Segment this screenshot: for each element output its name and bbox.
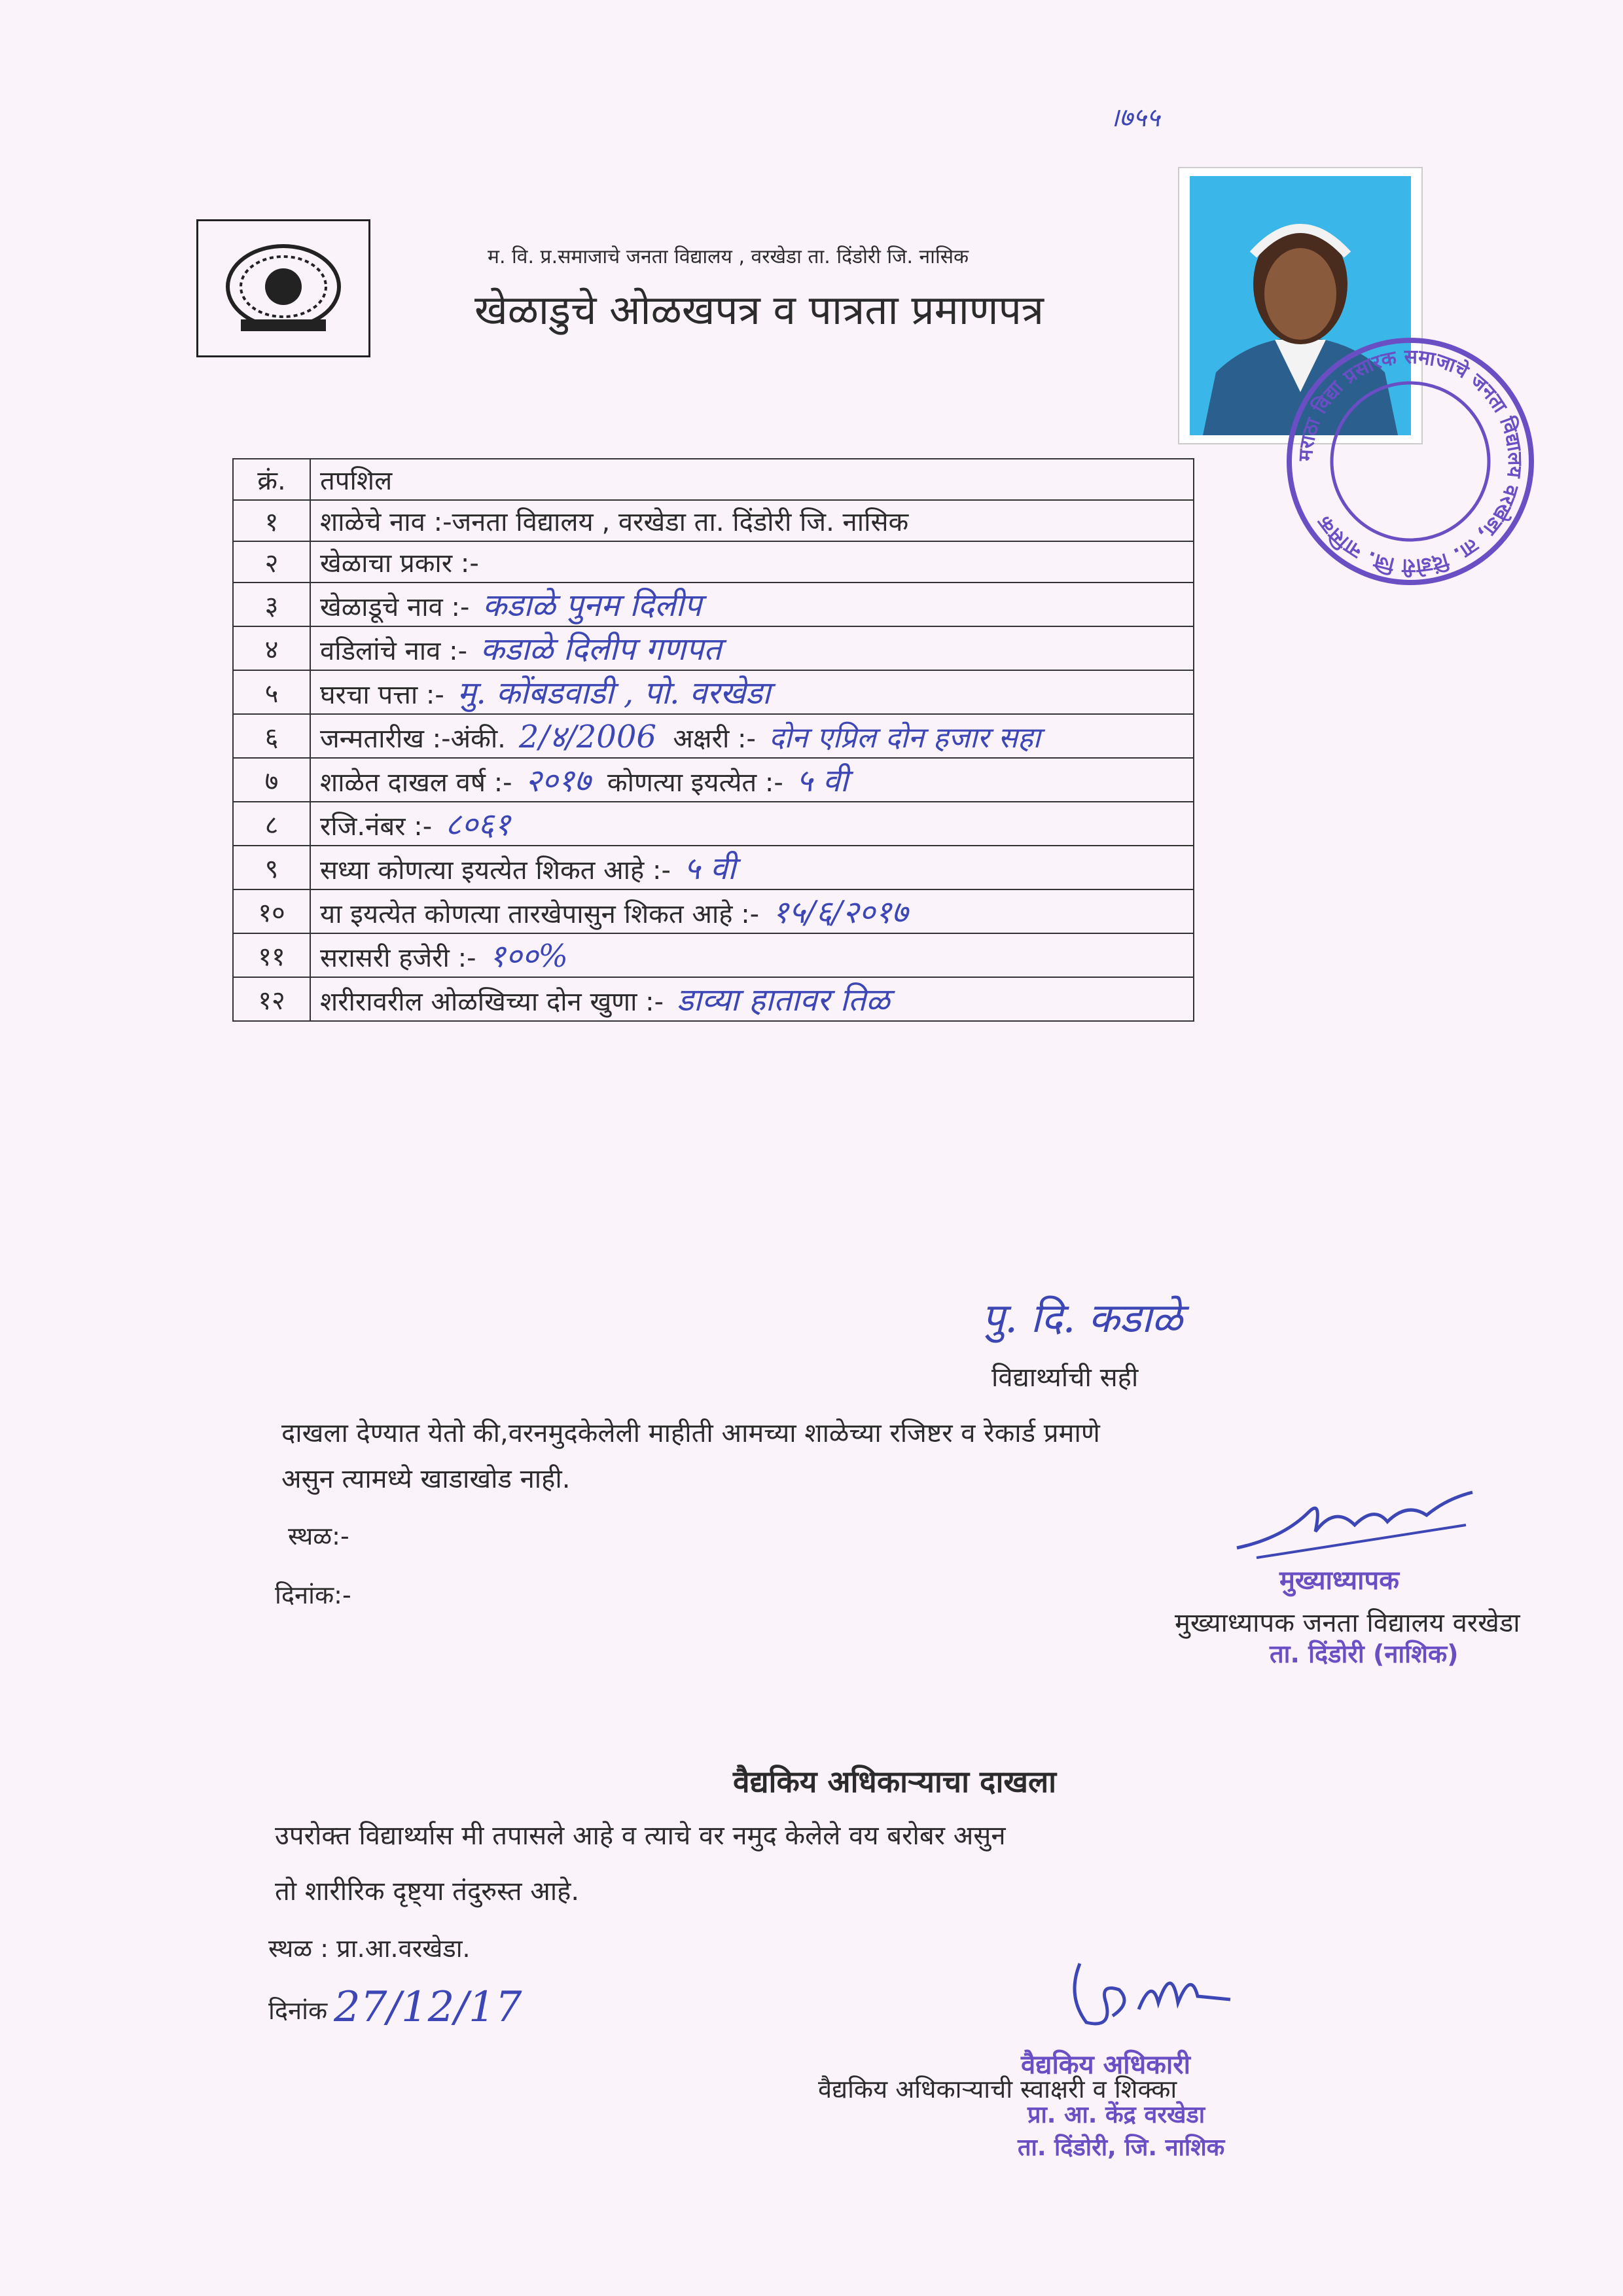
medical-stamp-line-3: ता. दिंडोरी, जि. नाशिक (1018, 2134, 1225, 2161)
father-name-value: कडाळे दिलीप गणपत (480, 631, 722, 668)
student-signature: पु. दि. कडाळे (982, 1294, 1183, 1342)
table-row (233, 583, 1194, 626)
row-num: ७ (233, 758, 310, 802)
table-header-row (233, 459, 1194, 500)
row-label: सध्या कोणत्या इयत्येत शिकत आहे :- (320, 855, 671, 886)
medical-place: स्थळ : प्रा.आ.वरखेडा. (268, 1934, 471, 1963)
organization-line: म. वि. प्र.समाजाचे जनता विद्यालय , वरखेडा ता. दिंडोरी जि. नासिक (488, 245, 969, 268)
medical-officer-signature (1060, 1950, 1243, 2045)
row-num: ४ (233, 626, 310, 670)
row-num: १० (233, 889, 310, 933)
current-class-value: ५ वी (683, 850, 736, 887)
row-label: घरचा पत्ता :- (320, 680, 444, 710)
medical-line-1: उपरोक्त विद्यार्थ्यास मी तपासले आहे व त्याचे वर नमुद केलेले वय बरोबर असुन (275, 1821, 1006, 1851)
seal-stamp-icon (1279, 331, 1541, 592)
table-row (233, 977, 1194, 1021)
medical-date-label: दिनांक (268, 1996, 328, 2025)
seal-text: मराठा विद्या प्रसारक समाजाचे जनता विद्यालय वरखेडा, ता. दिंडोरी जि. नासिक (1294, 345, 1527, 578)
row-num: २ (233, 541, 310, 583)
row-label: रजि.नंबर :- (320, 812, 433, 842)
table-row (233, 626, 1194, 670)
medical-stamp-line-2: प्रा. आ. केंद्र वरखेडा (1027, 2102, 1205, 2128)
birthdate-digits-value: 2/४/2006 (518, 719, 656, 755)
top-reference-mark: ।७५५ (1109, 103, 1160, 133)
row-label: सरासरी हजेरी :- (320, 943, 476, 973)
row-label: शाळेचे नाव :-जनता विद्यालय , वरखेडा ता. दिंडोरी जि. नासिक (320, 507, 909, 537)
row-num: ५ (233, 670, 310, 714)
address-value: मु. कोंबडवाडी , पो. वरखेडा (457, 675, 771, 711)
identification-marks-value: डाव्या हातावर तिळ (677, 982, 890, 1018)
table-row (233, 670, 1194, 714)
table-row (233, 500, 1194, 541)
row-label: या इयत्येत कोणत्या तारखेपासुन शिकत आहे :- (320, 899, 760, 929)
document-title: खेळाडुचे ओळखपत्र व पात्रता प्रमाणपत्र (474, 286, 1044, 334)
medical-stamp-title: वैद्यकिय अधिकारी (1021, 2050, 1190, 2080)
row-label: खेळाचा प्रकार :- (320, 548, 479, 579)
place-label: स्थळ:- (288, 1522, 349, 1551)
class-start-date-value: १५/६/२०१७ (772, 894, 908, 931)
register-number-value: ८०६१ (445, 806, 510, 843)
principal-stamp-place: ता. दिंडोरी (नाशिक) (1270, 1640, 1459, 1668)
row-label: शाळेत दाखल वर्ष :- (320, 768, 512, 798)
student-signature-label: विद्यार्थ्याची सही (991, 1363, 1139, 1393)
row-label-2: अक्षरी :- (673, 724, 756, 754)
row-label: जन्मतारीख :-अंकी. (320, 724, 506, 754)
attendance-value: १००% (489, 938, 568, 975)
row-num: ८ (233, 802, 310, 846)
row-num: ९ (233, 846, 310, 889)
player-name-value: कडाळे पुनम दिलीप (482, 587, 702, 624)
principal-signature (1230, 1486, 1479, 1567)
declaration-line-1: दाखला देण्यात येतो की,वरनमुदकेलेली माहीती आमच्या शाळेच्या रजिष्टर व रेकार्ड प्रमाणे (281, 1418, 1100, 1448)
row-num: ६ (233, 714, 310, 758)
row-num: ११ (233, 933, 310, 977)
school-seal (1279, 331, 1541, 592)
row-num: १ (233, 500, 310, 541)
row-num: १२ (233, 977, 310, 1021)
row-label: शरीरावरील ओळखिच्या दोन खुणा :- (320, 987, 664, 1017)
principal-signature-icon (1230, 1486, 1479, 1564)
medical-officer-label: वैद्यकिय अधिकाऱ्याची स्वाक्षरी व शिक्का (818, 2075, 1177, 2104)
table-header-label: तपशिल (310, 459, 1194, 500)
admission-class-value: ५ वी (796, 762, 849, 799)
svg-text:मराठा विद्या प्रसारक समाजाचे ज (1294, 346, 1527, 578)
medical-signature-icon (1060, 1950, 1243, 2042)
school-logo (196, 219, 370, 357)
row-label: वडिलांचे नाव :- (320, 636, 468, 666)
table-row (233, 714, 1194, 758)
table-header-num: क्रं. (233, 459, 310, 500)
logo-emblem-icon (218, 238, 349, 342)
details-table (232, 458, 1194, 1022)
table-row (233, 758, 1194, 802)
table-row (233, 846, 1194, 889)
table-row (233, 802, 1194, 846)
row-label: खेळाडूचे नाव :- (320, 592, 470, 622)
row-num: ३ (233, 583, 310, 626)
declaration-line-2: असुन त्यामध्ये खाडाखोड नाही. (281, 1464, 571, 1494)
medical-certificate-title: वैद्यकिय अधिकाऱ्याचा दाखला (733, 1764, 1057, 1799)
medical-date-value: 27/12/17 (334, 1983, 522, 2032)
table-row (233, 541, 1194, 583)
medical-line-2: तो शारीरिक दृष्ट्या तंदुरुस्त आहे. (275, 1876, 580, 1907)
principal-stamp-title: मुख्याध्यापक (1279, 1566, 1399, 1596)
admission-year-value: २०१७ (525, 762, 591, 799)
table-row (233, 933, 1194, 977)
principal-label: मुख्याध्यापक जनता विद्यालय वरखेडा (1175, 1608, 1520, 1638)
birthdate-words-value: दोन एप्रिल दोन हजार सहा (768, 721, 1041, 755)
date-label: दिनांक:- (275, 1581, 351, 1609)
row-label-2: कोणत्या इयत्येत :- (607, 768, 783, 798)
table-row (233, 889, 1194, 933)
